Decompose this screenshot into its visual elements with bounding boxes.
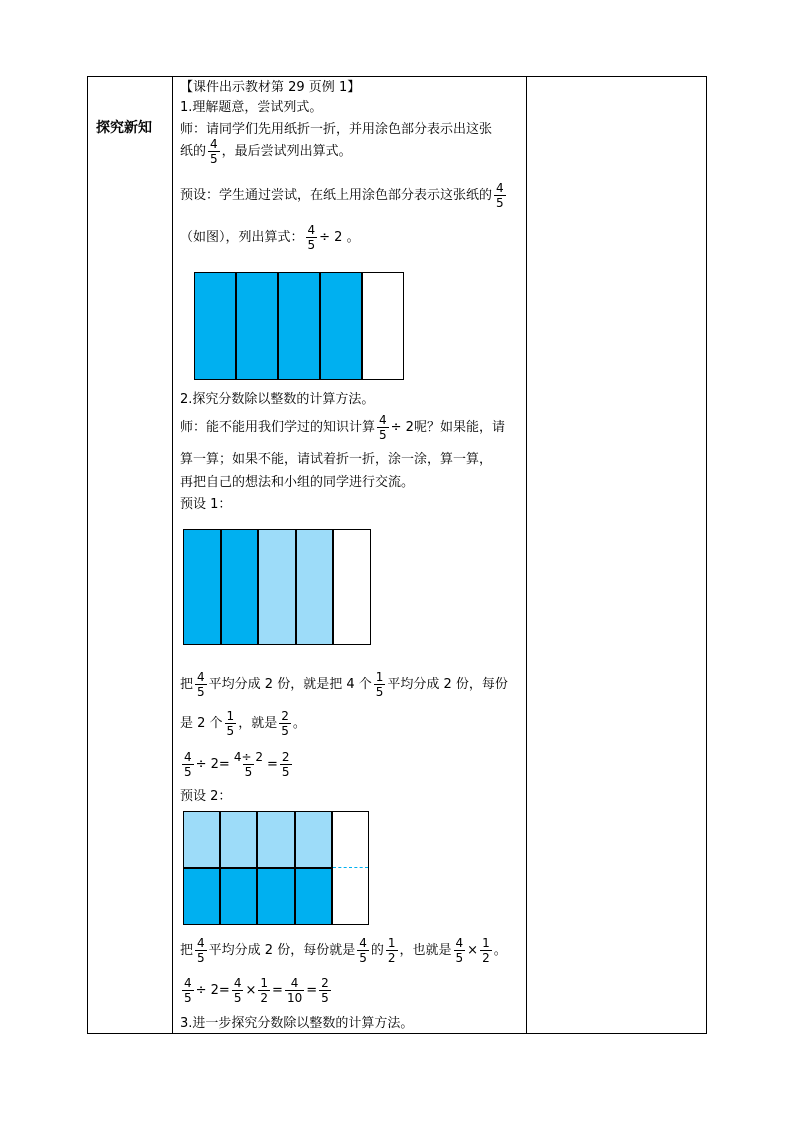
instruction-line-2: 纸的 $\frac{4}{5}$ ，最后尝试列出算式。	[180, 137, 352, 166]
fraction-four-fifths: $\frac{4}{5}$	[455, 936, 464, 965]
fraction-four-fifths: $\frac{4}{5}$	[197, 936, 205, 965]
diagram-cell	[295, 868, 332, 925]
diagram-cell	[320, 272, 362, 380]
diagram-preset-2	[183, 811, 369, 925]
step-1-heading: 1.理解题意，尝试列式。	[180, 100, 323, 115]
fraction-half: $\frac{1}{2}$	[260, 976, 269, 1005]
dashed-divider	[333, 867, 368, 868]
fraction-one-fifth: $\frac{1}{5}$	[375, 670, 384, 699]
teacher-question-3: 再把自己的想法和小组的同学进行交流。	[180, 475, 415, 490]
diagram-cell	[236, 272, 278, 380]
fraction-four-fifths: $\frac{4}{5}$	[210, 137, 218, 166]
fraction-four-fifths: $\frac{4}{5}$	[184, 750, 192, 779]
fraction-four-fifths: $\frac{4}{5}$	[184, 976, 192, 1005]
diagram-cell	[258, 529, 296, 645]
fraction-half: $\frac{1}{2}$	[482, 936, 490, 965]
diagram-cell	[220, 868, 257, 925]
diagram-cell	[332, 868, 369, 925]
preset-1-label: 预设 1：	[180, 497, 232, 512]
equation-1: $\frac{4}{5}$ ÷ 2= $\frac{4\div 2}{5}$ = $\frac{2}{5}$	[184, 750, 290, 779]
teacher-question-2: 算一算；如果不能，请试着折一折，涂一涂，算一算，	[180, 452, 493, 467]
lesson-table	[87, 76, 707, 1034]
diagram-four-fifths	[194, 272, 404, 380]
diagram-cell	[296, 529, 334, 645]
diagram-cell	[183, 529, 221, 645]
step-2-heading: 2.探究分数除以整数的计算方法。	[180, 392, 375, 407]
diagram-cell	[332, 811, 369, 868]
step-3-heading: 3.进一步探究分数除以整数的计算方法。	[180, 1016, 414, 1031]
diagram-cell	[220, 811, 257, 868]
diagram-preset-1	[183, 529, 371, 645]
diagram-cell	[183, 811, 220, 868]
diagram-cell	[333, 529, 371, 645]
preset-line: 预设：学生通过尝试，在纸上用涂色部分表示这张纸的 $\frac{4}{5}$	[180, 181, 504, 210]
fraction-half: $\frac{1}{2}$	[387, 936, 396, 965]
fraction-four-fifths: $\frac{4}{5}$	[233, 976, 242, 1005]
fraction-four-fifths: $\frac{4}{5}$	[379, 413, 387, 442]
fraction-four-fifths: $\frac{4}{5}$	[359, 936, 367, 965]
expression-line: （如图），列出算式： $\frac{4}{5}$ ÷ 2 。	[180, 223, 360, 252]
stage-label: 探究新知	[96, 120, 152, 136]
preset-1-explanation: 把 $\frac{4}{5}$ 平均分成 2 份，就是把 4 个 $\frac{1}{5}$ 平均分成 2 份，每份	[180, 670, 508, 699]
diagram-cell	[278, 272, 320, 380]
fraction-one-fifth: $\frac{1}{5}$	[226, 709, 235, 738]
fraction-two-fifths: $\frac{2}{5}$	[281, 709, 289, 738]
fraction-two-fifths: $\frac{2}{5}$	[321, 976, 329, 1005]
teacher-instruction: 师：请同学们先用纸折一折，并用涂色部分表示出这张	[180, 122, 493, 137]
diagram-cell	[257, 868, 294, 925]
fraction-four-div-two-over-five: $\frac{4\div 2}{5}$	[233, 750, 263, 779]
diagram-cell	[257, 811, 294, 868]
teacher-question: 师：能不能用我们学过的知识计算 $\frac{4}{5}$ ÷ 2呢？如果能，请	[180, 413, 505, 442]
fraction-four-fifths: $\frac{4}{5}$	[496, 181, 504, 210]
fraction-two-fifths: $\frac{2}{5}$	[281, 750, 290, 779]
column-divider	[172, 77, 173, 1033]
diagram-cell	[194, 272, 236, 380]
diagram-cell	[295, 811, 332, 868]
fraction-four-tenths: $\frac{4}{10}$	[286, 976, 303, 1005]
fraction-four-fifths: $\frac{4}{5}$	[307, 223, 316, 252]
diagram-cell	[362, 272, 404, 380]
courseware-line: 【课件出示教材第 29 页例 1】	[180, 80, 361, 95]
diagram-cell	[221, 529, 259, 645]
preset-2-label: 预设 2：	[180, 789, 232, 804]
diagram-cell	[183, 868, 220, 925]
preset-1-explanation-2: 是 2 个 $\frac{1}{5}$ ，就是 $\frac{2}{5}$ 。	[180, 709, 306, 738]
column-divider	[526, 77, 527, 1033]
preset-2-explanation: 把 $\frac{4}{5}$ 平均分成 2 份，每份就是 $\frac{4}{5}$ 的 $\frac{1}{2}$ ，也就是 $\frac{4}{5}$ × $\frac{1}{2}$ 。	[180, 936, 507, 965]
equation-2: $\frac{4}{5}$ ÷ 2= $\frac{4}{5}$ × $\frac{1}{2}$ = $\frac{4}{10}$ = $\frac{2}{5}$	[184, 976, 329, 1005]
fraction-four-fifths: $\frac{4}{5}$	[197, 670, 205, 699]
